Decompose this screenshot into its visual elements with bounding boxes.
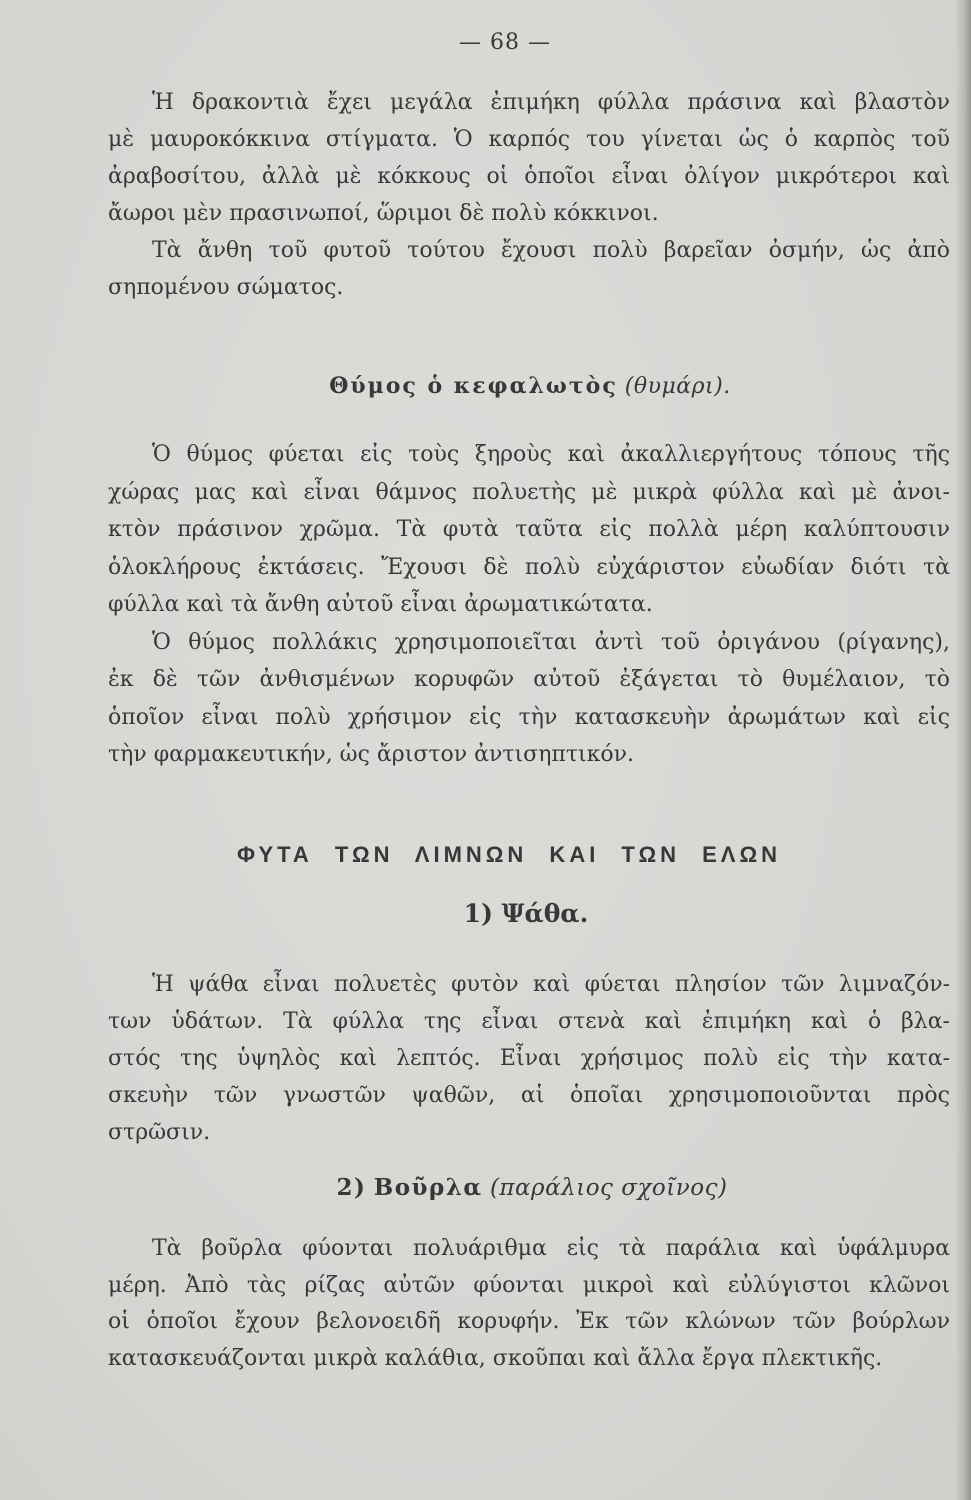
text-line: ὁλοκλήρους ἐκτάσεις. Ἔχουσι δὲ πολὺ εὐχάριστον εὐωδίαν διότι τὰ [108, 554, 950, 580]
paragraph-block-psatha [108, 966, 950, 1151]
text-line: Ὁ θύμος φύεται εἰς τοὺς ξηροὺς καὶ ἀκαλλιεργήτους τόπους τῆς [152, 442, 950, 467]
text-line: τὴν φαρμακευτικήν, ὡς ἄριστον ἀντισηπτικόν. [108, 742, 634, 767]
page-edge-shadow [955, 0, 971, 1500]
text-line: των ὑδάτων. Τὰ φύλλα της εἶναι στενὰ καὶ ἐπιμήκη καὶ ὁ βλα- [108, 1009, 950, 1034]
text-line: χώρας μας καὶ εἶναι θάμνος πολυετὴς μὲ μικρὰ φύλλα καὶ μὲ ἀνοι- [108, 479, 950, 505]
text-line: φύλλα καὶ τὰ ἄνθη αὐτοῦ εἶναι ἀρωματικώτατα. [108, 592, 653, 617]
heading-vourla [232, 1168, 832, 1208]
text-line: σκευὴν τῶν γνωστῶν ψαθῶν, αἱ ὁποῖαι χρησιμοποιοῦνται πρὸς [108, 1083, 950, 1108]
text-line: Ὁ θύμος πολλάκις χρησιμοποιεῖται ἀντὶ τοῦ ὀριγάνου (ρίγανης), [152, 629, 950, 655]
paragraph-block-vourla [108, 1231, 950, 1377]
text-line: Τὰ βοῦρλα φύονται πολυάριθμα εἰς τὰ παράλια καὶ ὑφάλμυρα [152, 1236, 950, 1261]
heading-subtitle: (θυμάρι). [624, 374, 731, 399]
paragraph-block-drakontia [108, 84, 950, 306]
page-number: — 68 — [459, 30, 551, 55]
heading-psatha [376, 894, 676, 934]
text-line: Ἡ δρακοντιὰ ἔχει μεγάλα ἐπιμήκη φύλλα πράσινα καὶ βλαστὸν [152, 90, 950, 115]
heading-subtitle: (παράλιος σχοῖνος) [489, 1175, 728, 1201]
text-line: ἐκ δὲ τῶν ἀνθισμένων κορυφῶν αὐτοῦ ἐξάγεται τὸ θυμέλαιον, τὸ [108, 667, 950, 692]
heading-title: Θύμος ὁ κεφαλωτὸς [329, 373, 618, 399]
heading-title: Βοῦρλα [373, 1174, 483, 1201]
section-title: ΦΥΤΑ ΤΩΝ ΛΙΜΝΩΝ ΚΑΙ ΤΩΝ ΕΛΩΝ [237, 842, 781, 867]
paragraph-block-thymos [108, 436, 950, 774]
text-line: Τὰ ἄνθη τοῦ φυτοῦ τούτου ἔχουσι πολὺ βαρεῖαν ὀσμήν, ὡς ἀπὸ [152, 238, 950, 263]
text-line: ὁποῖον εἶναι πολὺ χρήσιμον εἰς τὴν κατασκευὴν ἀρωμάτων καὶ εἰς [108, 704, 950, 730]
text-line: μὲ μαυροκόκκινα στίγματα. Ὁ καρπός του γίνεται ὡς ὁ καρπὸς τοῦ [108, 127, 950, 152]
heading-number: 1) [463, 899, 493, 928]
text-line: ἀραβοσίτου, ἀλλὰ μὲ κόκκους οἱ ὁποῖοι εἶναι ὀλίγον μικρότεροι καὶ [108, 164, 950, 189]
heading-number: 2) [336, 1174, 367, 1201]
text-line: ἄωροι μὲν πρασινωποί, ὥριμοι δὲ πολὺ κόκκινοι. [108, 201, 659, 226]
text-line: στρῶσιν. [108, 1120, 211, 1145]
text-line: σηπομένου σώματος. [108, 275, 344, 300]
heading-title: Ψάθα. [501, 899, 589, 928]
text-line: κτὸν πράσινον χρῶμα. Τὰ φυτὰ ταῦτα εἰς πολλὰ μέρη καλύπτουσιν [108, 517, 950, 542]
text-line: στός της ὑψηλὸς καὶ λεπτός. Εἶναι χρήσιμος πολὺ εἰς τὴν κατα- [108, 1046, 950, 1071]
heading-thymos [290, 366, 770, 407]
text-line: Ἡ ψάθα εἶναι πολυετὲς φυτὸν καὶ φύεται πλησίον τῶν λιμναζόν- [152, 972, 950, 997]
text-line: οἱ ὁποῖοι ἔχουν βελονοειδῆ κορυφήν. Ἐκ τῶν κλώνων τῶν βούρλων [108, 1309, 950, 1334]
text-line: κατασκευάζονται μικρὰ καλάθια, σκοῦπαι καὶ ἄλλα ἔργα πλεκτικῆς. [108, 1345, 883, 1371]
text-line: μέρη. Ἀπὸ τὰς ρίζας αὐτῶν φύονται μικροὶ καὶ εὐλύγιστοι κλῶνοι [108, 1272, 950, 1298]
